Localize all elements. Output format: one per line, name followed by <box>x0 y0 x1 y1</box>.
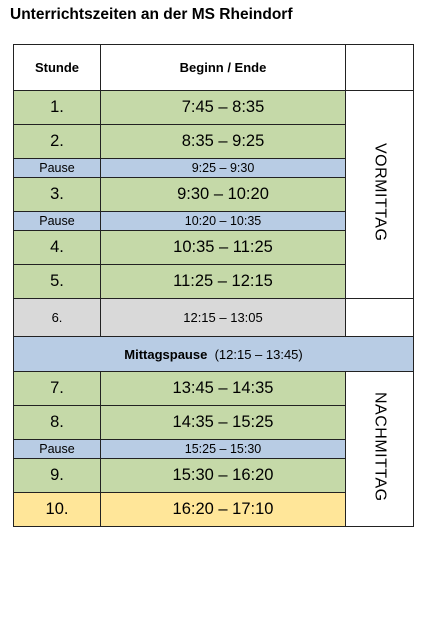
pause-time: 10:20 – 10:35 <box>101 212 346 231</box>
pause-label: Pause <box>14 440 101 459</box>
page-title: Unterrichtszeiten an der MS Rheindorf <box>10 6 293 23</box>
period-time: 13:45 – 14:35 <box>101 372 346 406</box>
period-time: 11:25 – 12:15 <box>101 265 346 299</box>
period-label: 1. <box>14 91 101 125</box>
period-time: 12:15 – 13:05 <box>101 299 346 337</box>
morning-side-cell <box>346 91 414 299</box>
period-time: 7:45 – 8:35 <box>101 91 346 125</box>
column-header-stunde: Stunde <box>14 45 101 91</box>
afternoon-label: NACHMITTAG <box>371 391 389 502</box>
lunch-break-time: (12:15 – 13:45) <box>214 346 303 362</box>
column-header-beginn-ende: Beginn / Ende <box>101 45 346 91</box>
lunch-break-cell <box>14 337 414 372</box>
period-label: 10. <box>14 493 101 527</box>
pause-time: 9:25 – 9:30 <box>101 159 346 178</box>
period-label: 8. <box>14 406 101 440</box>
pause-label: Pause <box>14 212 101 231</box>
pause-time: 15:25 – 15:30 <box>101 440 346 459</box>
period-time: 15:30 – 16:20 <box>101 459 346 493</box>
lunch-row <box>14 337 414 372</box>
table-row <box>14 299 414 337</box>
period-label: 3. <box>14 178 101 212</box>
period-label: 6. <box>14 299 101 337</box>
period-label: 5. <box>14 265 101 299</box>
period-time: 16:20 – 17:10 <box>101 493 346 527</box>
period-time: 14:35 – 15:25 <box>101 406 346 440</box>
header-empty-cell <box>346 45 414 91</box>
sixth-hour-side-cell <box>346 299 414 337</box>
pause-label: Pause <box>14 159 101 178</box>
period-label: 2. <box>14 125 101 159</box>
header-row <box>14 45 414 91</box>
schedule-table <box>13 44 414 527</box>
morning-label: VORMITTAG <box>371 142 389 242</box>
table-row <box>14 91 414 125</box>
period-label: 4. <box>14 231 101 265</box>
afternoon-side-cell <box>346 372 414 527</box>
lunch-break-label: Mittagspause <box>124 346 208 362</box>
period-time: 8:35 – 9:25 <box>101 125 346 159</box>
period-label: 7. <box>14 372 101 406</box>
period-time: 9:30 – 10:20 <box>101 178 346 212</box>
period-label: 9. <box>14 459 101 493</box>
period-time: 10:35 – 11:25 <box>101 231 346 265</box>
table-row <box>14 372 414 406</box>
